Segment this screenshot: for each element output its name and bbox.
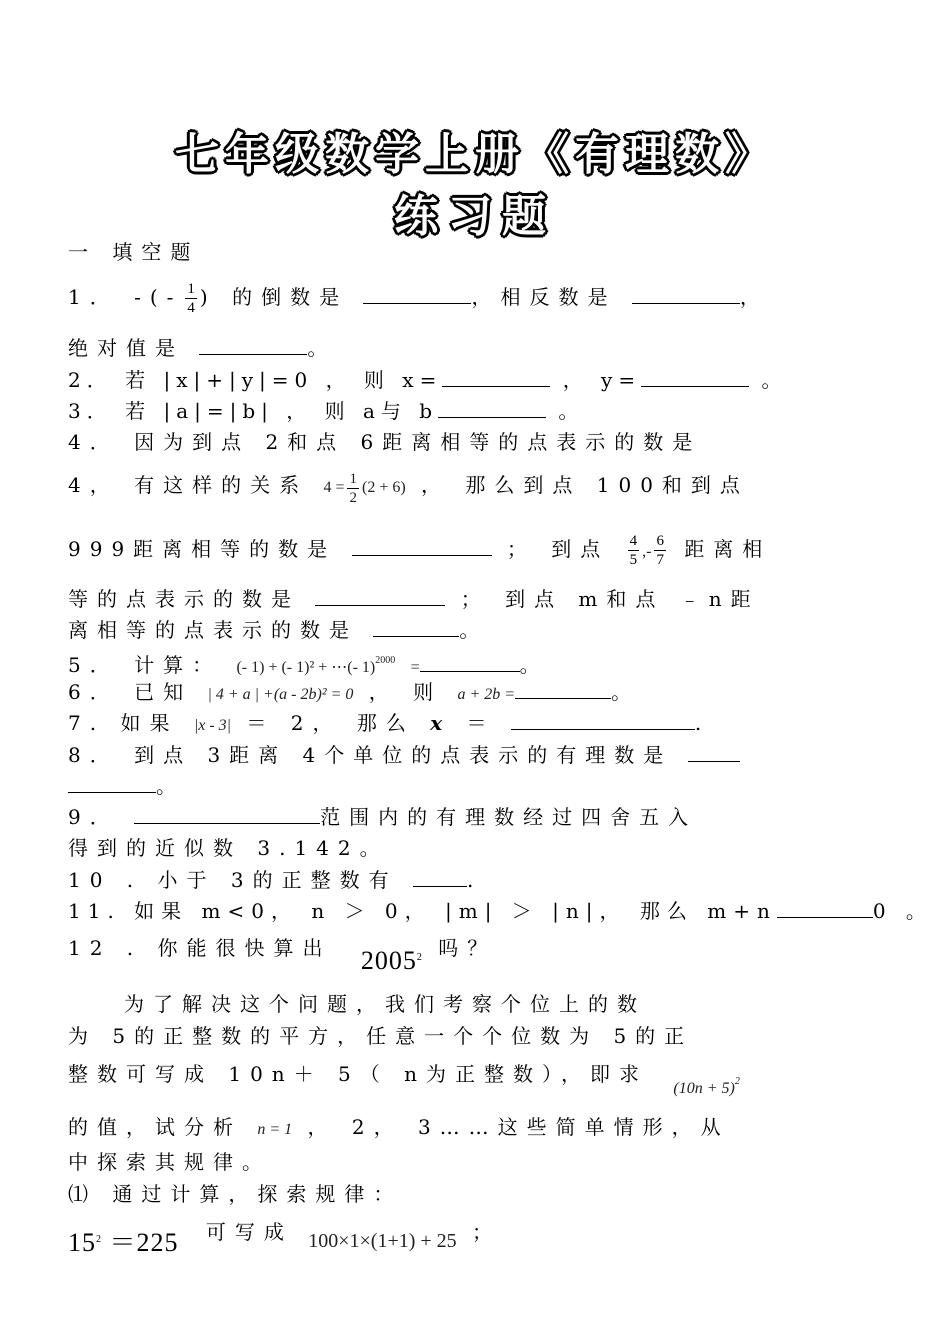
- q1-text-d: 绝对值是: [68, 336, 184, 360]
- q9-blank[interactable]: [134, 803, 320, 824]
- question-4-line-4: [68, 585, 828, 613]
- q1-blank-2[interactable]: [632, 283, 740, 304]
- question-5: [68, 647, 828, 682]
- q11-blank[interactable]: [777, 897, 873, 918]
- q7-var: x: [430, 711, 452, 735]
- q6-formula-2: a + 2b =: [457, 686, 516, 703]
- q4-number: 4．: [68, 430, 119, 454]
- question-3: [68, 397, 828, 425]
- question-12: [68, 930, 828, 975]
- q6-text: 已知: [134, 680, 193, 704]
- para-line-4a: 的值，试分析: [68, 1115, 242, 1139]
- q4-sep: ,-: [642, 543, 652, 560]
- para-line-1: 为了解决这个问题，我们考察个位上的数: [124, 992, 646, 1016]
- q2-blank-x[interactable]: [442, 366, 550, 387]
- question-9-cont: 得到的近似数 3.142。: [68, 836, 389, 860]
- para-line-3: [68, 1056, 828, 1097]
- sub1-end: ；: [472, 1220, 502, 1244]
- q7-formula: |x - 3|: [193, 717, 232, 734]
- q10-blank[interactable]: [413, 866, 467, 887]
- q4-line-2b: ， 那么到点 100和到点: [421, 473, 749, 498]
- q2-text: 若 |x|+|y|=0 ， 则 x=: [125, 368, 443, 392]
- q11-number: 11.: [68, 899, 121, 923]
- q11-text: 如果 m<0， n ＞ 0， |m| ＞ |n|， 那么 m+n: [134, 899, 777, 923]
- para-formula-1: (10n + 5)2: [673, 1076, 740, 1097]
- q12-number: 12 .: [68, 936, 143, 960]
- q1-text-a: 的倒数是: [232, 285, 349, 309]
- q4-blank-3[interactable]: [373, 616, 459, 637]
- q4-line-1: 因为到点 2和点 6距离相等的点表示的数是: [134, 430, 702, 454]
- q4-line-3c: 距离相: [684, 537, 772, 561]
- q5-formula: (- 1) + (- 1)² + ⋯(- 1)$^{2000}$: [236, 655, 396, 676]
- question-4-line-5: [68, 616, 828, 644]
- question-4: [68, 428, 828, 456]
- question-1-cont: [68, 334, 828, 362]
- q4-line-4a: 等的点表示的数是: [68, 587, 300, 611]
- q7-number: 7.: [68, 711, 106, 735]
- q8-end: 。: [156, 774, 185, 798]
- para-line-4: [68, 1113, 828, 1144]
- para-formula-2: n = 1: [257, 1121, 293, 1138]
- q8-blank-cont[interactable]: [68, 772, 156, 793]
- q8-blank[interactable]: [688, 741, 740, 762]
- q11-end: 0 。: [872, 899, 933, 923]
- q1-expr-open: -(-: [134, 285, 183, 309]
- q6-end: 。: [611, 680, 641, 704]
- section-heading: 一 填空题: [68, 240, 200, 264]
- q1-blank-3[interactable]: [199, 334, 307, 355]
- question-4-line-2: [68, 470, 828, 507]
- q1-number: 1．: [68, 285, 119, 309]
- q6-number: 6．: [68, 680, 119, 704]
- sub-question-1-example: [68, 1214, 828, 1257]
- sub1-mid: 可写成: [205, 1220, 293, 1244]
- q12-end: 吗？: [438, 936, 497, 960]
- para-line-4b: ， 2， 3……这些简单情形，从: [307, 1115, 730, 1139]
- q1-expr-close: ): [199, 285, 217, 309]
- sub1-formula: 100×1×(1+1) + 25: [308, 1230, 457, 1252]
- q8-number: 8．: [68, 743, 119, 767]
- q3-text: 若 |a|=|b| ， 则 a与 b: [125, 399, 439, 423]
- q4-formula: 4 = $\frac{1}{2}$ (2 + 6): [323, 471, 406, 506]
- q12-text: 你能很快算出: [157, 936, 332, 960]
- q2-mid: ， y=: [562, 368, 642, 392]
- q7-text-2: ＝ 2， 那么: [246, 711, 415, 735]
- q5-number: 5．: [68, 653, 119, 677]
- q4-line-4b: ； 到点 m和点 ﹣n距: [460, 587, 760, 611]
- q7-eq: ＝: [466, 711, 496, 735]
- question-8-cont: [68, 772, 828, 800]
- q5-end: 。: [519, 653, 549, 677]
- q5-blank[interactable]: [420, 651, 520, 672]
- question-1: [68, 280, 828, 317]
- question-4-line-3: [68, 532, 828, 569]
- sub-question-1-label: ⑴ 通过计算，探索规律：: [68, 1182, 403, 1206]
- q9-text: 范围内的有理数经过四舍五入: [320, 805, 698, 829]
- question-10: [68, 866, 828, 894]
- q2-number: 2．: [68, 368, 113, 392]
- q4-end: 。: [459, 618, 489, 642]
- question-11: [68, 897, 933, 925]
- q3-end: 。: [558, 399, 585, 423]
- q1-end: 。: [307, 336, 337, 360]
- q12-formula: 2005$^2$: [360, 946, 423, 975]
- question-9: [68, 803, 828, 831]
- q10-text: 小于 3的正整数有: [157, 868, 398, 892]
- q4-blank-1[interactable]: [352, 535, 492, 556]
- q4-line-3a: 999距离相等的数是: [68, 537, 337, 561]
- q6-blank[interactable]: [515, 678, 611, 699]
- q8-text: 到点 3距离 4个单位的点表示的有理数是: [134, 743, 673, 767]
- q3-blank[interactable]: [438, 397, 546, 418]
- document-subtitle: 练习题: [394, 191, 556, 242]
- question-6: [68, 678, 828, 709]
- question-7: [68, 709, 828, 740]
- q2-blank-y[interactable]: [641, 366, 749, 387]
- q7-end: .: [694, 711, 711, 735]
- q4-fraction-1: $\frac{4}{5}$: [629, 533, 638, 568]
- q1-blank-1[interactable]: [363, 283, 471, 304]
- para-line-5: 中探索其规律。: [68, 1150, 271, 1174]
- document-title: 七年级数学上册《有理数》: [175, 129, 775, 180]
- q4-line-2a: 4， 有这样的关系: [68, 473, 309, 498]
- question-2: [68, 366, 828, 394]
- q4-line-3b: ； 到点: [506, 537, 610, 561]
- q4-blank-2[interactable]: [315, 585, 445, 606]
- sub1-lhs: $15^2 =225$: [68, 1228, 179, 1257]
- q1-text-b: ，相反数是: [471, 285, 617, 309]
- q7-blank[interactable]: [511, 709, 695, 730]
- q2-end: 。: [761, 368, 788, 392]
- q5-text: 计算：: [134, 653, 222, 677]
- q10-end: .: [466, 868, 483, 892]
- para-line-3-text: 整数可写成 10n＋ 5（ n为正整数），即求: [68, 1062, 649, 1086]
- question-8: [68, 741, 828, 769]
- q9-number: 9．: [68, 805, 119, 829]
- q7-text: 如果: [120, 711, 179, 735]
- q4-line-5: 离相等的点表示的数是: [68, 618, 358, 642]
- q3-number: 3．: [68, 399, 113, 423]
- q10-number: 10 .: [68, 868, 143, 892]
- q5-eq: =: [410, 659, 420, 676]
- q6-then: ， 则: [368, 680, 443, 704]
- q1-text-c: ，: [739, 285, 769, 309]
- q4-fraction-2: $\frac{6}{7}$: [656, 533, 664, 568]
- q6-formula: | 4 + a | +(a - 2b)² = 0: [207, 686, 354, 703]
- q1-fraction: $\frac{1}{4}$: [187, 281, 195, 316]
- para-line-2: 为 5的正整数的平方，任意一个个位数为 5的正: [68, 1024, 694, 1048]
